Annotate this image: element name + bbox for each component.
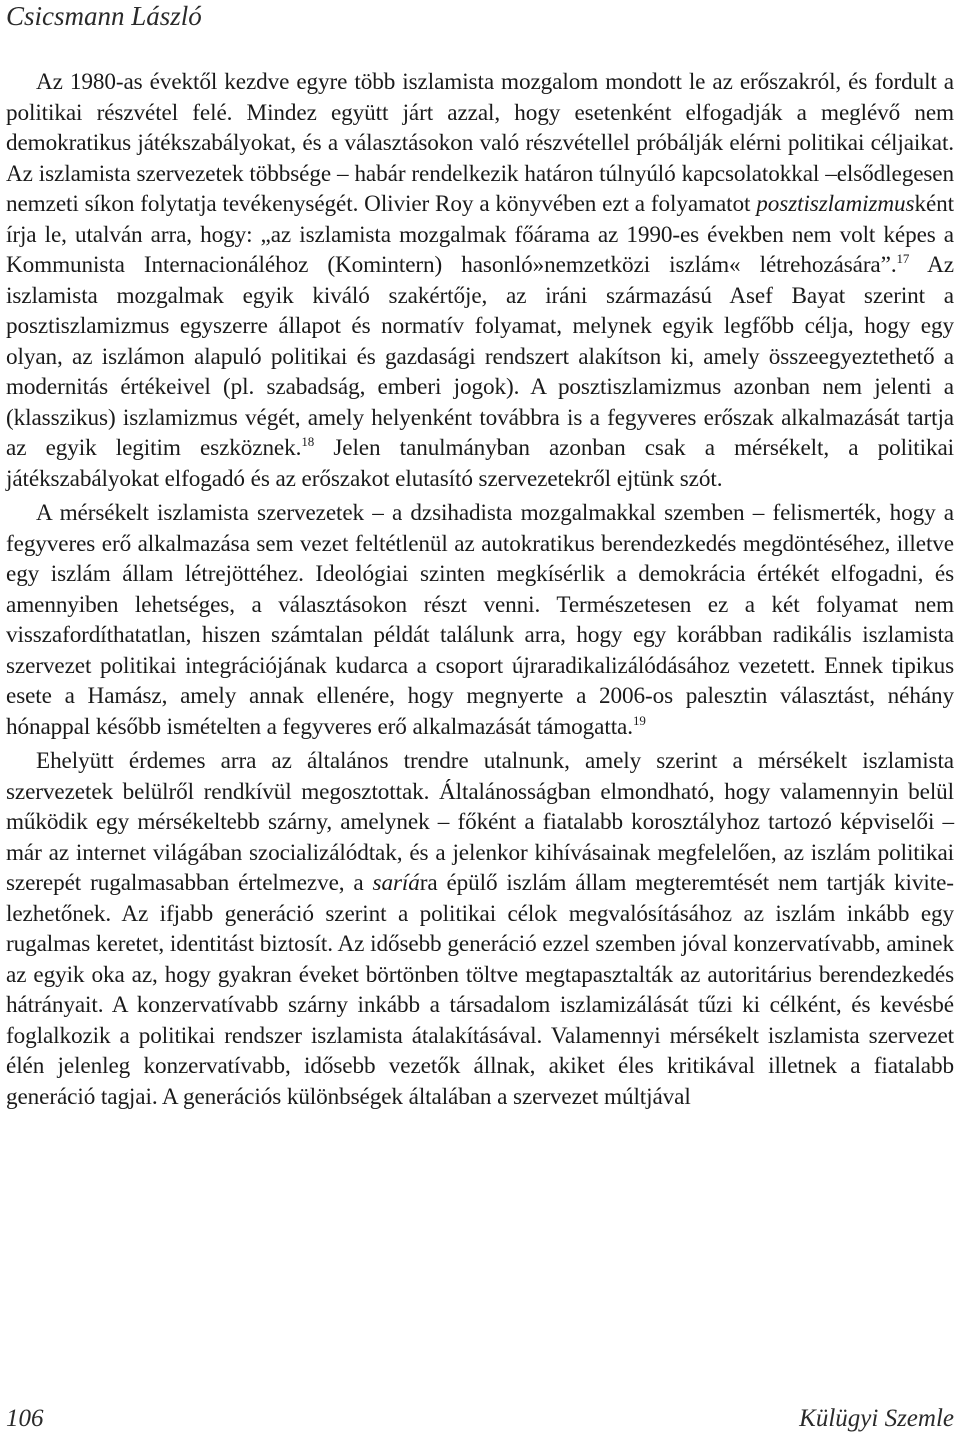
italic-term-sariat: saríá [372,870,420,896]
paragraph-3-text-a: Ehelyütt érdemes arra az általános trendre utalnunk, amely szerint a mérsékelt iszlamista szervezetek belülről rendkívül megosztottak. Általánosságban elmondható, hogy valamennyin belül működik egy mérsékeltebb szárny, amelynek – főként a fiatalabb korosztályhoz tartozó képviselői – már az internet világában szocializálódtak, és a jelenkor kihívásainak megfelelően, az iszlám politikai szerepét rugalmasabban értelmezve, a [6,748,954,896]
page-number: 106 [6,1405,44,1432]
paragraph-1-text-c: Az iszlamista mozgalmak egyik kiváló szakértője, az iráni származású Asef Bayat szerint a posztiszlamizmus egyszerre állapot és normatív folyamat, melynek egyik legfőbb célja, hogy egy olyan, az iszlámon alapuló politikai és gazdasági rendszert alakítson ki, amely összeegyeztethető a modernitás értékeivel (pl. szabadság, emberi jogok). A posztiszlamizmus azonban nem jelenti a (klasszikus) iszlamizmus végét, amely helyenként továbbra is a fegyveres erőszak alkalmazását tartja az egyik legitim eszköznek. [6,252,954,461]
paragraph-1 [6,67,954,494]
footnote-ref-18[interactable]: 18 [301,434,315,449]
paragraph-2 [6,498,954,742]
footnote-ref-17[interactable]: 17 [896,251,910,266]
paragraph-2-text: A mérsékelt iszlamista szervezetek – a dzsihadista mozgalmakkal szemben – felismerték, hogy a fegyveres erő alkalmazása sem vezet feltétlenül az autokratikus berendezkedés megdöntéséhez, illetve egy iszlám állam létrejöttéhez. Ideológiai szinten megkísérlik a demokrácia értékét elfogadni, és amennyiben lehetséges, a választásokon részt venni. Természetesen ez a két folyamat nem visszafordíthatatlan, hiszen számtalan példát találunk arra, hogy egy korábban radikális iszlamista szervezet politikai integrációjának kudarca a csoport újraradikalizálódásához vezetett. Ennek tipikus esete a Hamász, amely annak ellenére, hogy megnyerte a 2006-os palesztin választást, néhány hónappal később ismételten a fegyveres erő alkalmazását támogatta. [6,500,954,740]
paragraph-3 [6,746,954,1112]
journal-name: Külügyi Szemle [799,1405,954,1432]
footnote-ref-19[interactable]: 19 [632,712,646,728]
paragraph-3-text-b: ra épülő iszlám állam megteremtését nem tartják kivitelezhetőnek. Az ifjabb generáció szerint a politikai célok megvalósításához az iszlám inkább egy rugalmas keretet, identitást biztosít. Az idősebb generáció ezzel szemben jóval konzervatívabb, aminek az egyik oka az, hogy gyakran éveket börtönben töltve megtapasztalták az autoritárius berendezkedés hátrányait. A konzervatívabb szárny inkább a társadalom iszlamizálását tűzi ki célként, és kevésbé foglalkozik a politikai rendszer iszlamista átalakításával. Valamennyi mérsékelt iszlamista szervezet élén jelenleg konzervatívabb, idősebb vezetők állnak, akiket éles kritikával illetnek a fiatalabb generáció tagjai. A generációs különbségek általában a szervezet múltjával [6,870,955,1110]
running-header-author: Csicsmann László [6,1,202,31]
paragraph-1-text-d: Jelen tanulmányban azonban csak a mérsékelt, a politikai játékszabályokat elfogadó és az erőszakot elutasító szervezetekről ejtünk szót. [6,435,954,492]
article-body [6,67,954,1112]
italic-term-posztiszlamizmus: posztiszlamizmus [756,191,915,217]
paragraph-1-text-b: ként írja le, utalván arra, hogy: „az iszlamista mozgalmak főárama az 1990-es években nem volt képes a Kommunista Internacionáléhoz (Komintern) hasonló»nemzetközi iszlám« létrehozására”. [6,191,954,278]
paragraph-1-text-a: Az 1980-as évektől kezdve egyre több iszlamista mozgalom mondott le az erőszakról, és fordult a politikai részvétel felé. Mindez együtt járt azzal, hogy esetenként elfogadják a meglévő nem demokratikus játékszabályokat, és a választásokon való részvétellel próbálják elérni politikai céljaikat. Az iszlamista szervezetek többsége – habár rendelkezik határon túlnyúló kapcsolatokkal –elsődlegesen nemzeti síkon folytatja tevékenységét. Olivier Roy a könyvében ezt a folyamatot [6,69,954,217]
